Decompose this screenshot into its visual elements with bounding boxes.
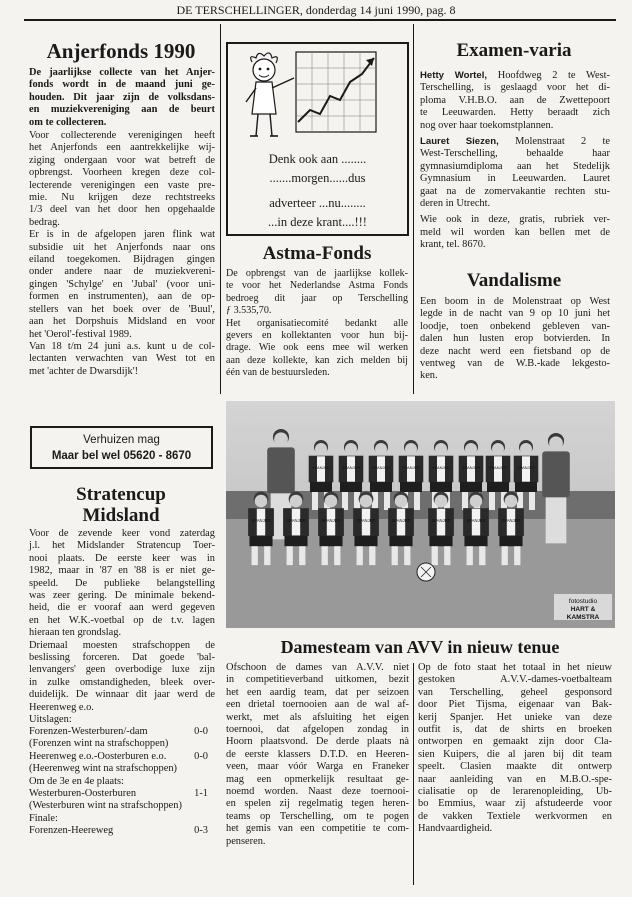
result-row (29, 738, 208, 750)
anjerfonds-body (29, 130, 215, 378)
vandalisme-title: Vandalisme (466, 270, 562, 291)
text-line: houden. Dit jaar zijn de volksdans- (29, 91, 215, 103)
result-label: Forenzen-Westerburen/-dam (29, 726, 148, 737)
text-line (420, 198, 610, 210)
text-line: Heerenweg e.o. (29, 701, 94, 713)
text-line (420, 120, 610, 132)
examen-title: Examen-varia (456, 40, 572, 61)
shirt-sponsor: SPANJER (401, 465, 421, 470)
text-line: veen, maar vóór Warga en Franeker (226, 761, 409, 773)
advert-line: adverteer ...nu........ (269, 196, 366, 210)
text-line: outfit is, dat de shirts en broeken (418, 724, 612, 736)
text-line: penseren. (226, 835, 266, 847)
text-line: Handvaardigheid. (418, 823, 493, 835)
shirt-sponsor: SPANJER (371, 465, 391, 470)
shirt-sponsor: SPANJER (286, 518, 306, 524)
shirt-sponsor: SPANJER (321, 518, 341, 524)
text-line: in competitieverband uitkomen, bezit (226, 674, 409, 686)
team-photo (226, 401, 615, 628)
text-line: j.l. het Midslander Stratencup Toer- (29, 540, 215, 552)
text-line: duidelijk. De winnaar dit jaar werd de (29, 689, 215, 701)
text-line: gingen 'Schylge' en 'Jubal' (voor uni- (29, 278, 215, 290)
text-line: mag een opmerkelijk resultaat ge- (226, 773, 409, 785)
text-line: ƒ 3.535,70. (226, 305, 272, 317)
shirt-sponsor: SPANJER (488, 465, 508, 470)
column-rule-left (220, 24, 221, 394)
cartoon-man-chart-icon (228, 44, 407, 144)
advert-line: Denk ook aan ........ (268, 152, 367, 166)
text-line: loodje, toen onbekend gebleven van- (420, 320, 610, 332)
text-line: en muziekvereniging aan de beurt (29, 104, 215, 116)
text-span: Gymnasium in Leeuwarden. Lauret (420, 173, 610, 185)
examen-body (420, 70, 610, 252)
text-line: eiland toegekomen. Bijdragen gingen (29, 254, 215, 266)
text-line: toernooi, dat afgelopen zondag in (226, 724, 409, 736)
text-line: legde in de nacht van 9 op 10 juni het (420, 308, 610, 320)
column-rule-bottom (413, 663, 414, 885)
text-line (420, 148, 610, 160)
text-span: Wie ook in deze, gratis, rubriek ver- (420, 214, 610, 226)
verhuizen-ad (30, 426, 213, 469)
text-line: Op de foto staat het totaal in het nieuw (418, 662, 612, 673)
text-line (420, 186, 610, 198)
text-line: mie. Nu krijgen deze rechtstreeks (29, 192, 215, 204)
result-score: 0-0 (194, 750, 208, 762)
text-line: aan het Dorpshuis Midsland en voor (29, 316, 215, 328)
text-line: kerij Spanjer. Het unieke van deze (418, 711, 612, 723)
result-label: Westerburen-Oosterburen (29, 788, 137, 800)
graduate-name: Hetty Wortel, (420, 70, 488, 81)
text-line: Een boom in de Molenstraat op West (420, 296, 610, 307)
shirt-sponsor: SPANJER (251, 518, 271, 524)
astma-title: Astma-Fonds (262, 243, 372, 264)
text-line: lectanten verwachten van West tot en (29, 353, 215, 365)
text-line: Ofschoon de dames van A.V.V. niet (226, 662, 409, 673)
text-line: Voor de zevende keer vond zaterdag (29, 528, 215, 539)
text-line: ziging ondergaan voor wat betreft de (29, 154, 215, 166)
text-line: naar aanleiding van en M.B.O.-spe- (418, 773, 612, 785)
text-line: sien Kuipers, die al jaren bij dit team (418, 748, 612, 760)
text-line: een drietal toernooien aan de wal af- (226, 699, 409, 711)
verhuizen-line1: Verhuizen mag (83, 434, 160, 446)
vandalisme-body (420, 296, 610, 383)
text-line: te voor het Nederlandse Astma Fonds (226, 280, 408, 292)
result-label: (Forenzen wint na strafschoppen) (29, 738, 169, 750)
text-line: het een aardig team, dat per seizoen (226, 686, 409, 698)
text-span: Molenstraat 2 te (498, 136, 611, 148)
text-line: cialisatie op de lerarenopleiding, Ub- (418, 786, 612, 798)
result-row (29, 800, 208, 812)
text-line: Er is in de afgelopen jaren flink wat (29, 229, 215, 241)
text-line: door Piet Tijsma, eigenaar van Bak- (418, 699, 612, 711)
shirt-sponsor: SPANJER (391, 518, 411, 524)
text-span: nog over haar toekomstplannen. (420, 119, 554, 131)
result-label: (Heerenweg wint na strafschoppen) (29, 763, 178, 775)
text-line: Uitslagen: (29, 714, 72, 726)
text-line: lecterende verenigingen een vaste pre- (29, 179, 215, 191)
text-span: West-Terschelling, behaalde haar (420, 148, 610, 160)
text-line: in zulke omstandigheden, bleek over- (29, 676, 215, 688)
text-line (420, 161, 610, 173)
text-line (420, 227, 610, 239)
text-line: de vakken Textiele werkvormen en (418, 810, 612, 822)
text-line (420, 173, 610, 185)
photo-credit (554, 594, 612, 620)
text-span: Terschelling, is geslaagd voor het di- (420, 82, 610, 94)
text-line: bedroeg dit jaar op Terschelling (226, 292, 408, 304)
result-row (29, 788, 208, 800)
text-line: en spelen zij regelmatig tegen heren- (226, 798, 409, 810)
header-rule (24, 19, 616, 21)
text-line: 1/3 deel van het door hen opgehaalde (29, 204, 215, 216)
text-line: één van de bestuursleden. (226, 367, 330, 379)
astma-body (226, 268, 408, 380)
result-row (29, 751, 208, 763)
text-line (420, 82, 610, 94)
text-line: bedrag. (29, 216, 60, 228)
text-line: deze nacht werd een fietsband op de (420, 345, 610, 357)
result-row (29, 825, 208, 837)
text-span: krant, tel. 8670. (420, 239, 486, 251)
text-line: De opbrengst van de jaarlijkse kollek- (226, 268, 408, 279)
text-line: Het organisatiecomité bedankt alle (226, 317, 408, 329)
result-row (29, 813, 208, 825)
stratencup-title-line1: Stratencup (76, 484, 166, 505)
text-line: opbrengst. Voorheen kregen deze col- (29, 167, 215, 179)
shirt-sponsor: SPANJER (516, 465, 536, 470)
text-line: aan deze kollekte, kan zich melden bij (226, 354, 408, 366)
text-line: speeld. De publieke belangstelling (29, 577, 215, 589)
shirt-sponsor: SPANJER (461, 465, 481, 470)
advert-line: .......morgen......dus (269, 171, 366, 185)
text-line: teams op Terschelling, om te pogen (226, 810, 409, 822)
result-label: Forenzen-Heereweg (29, 825, 114, 837)
shirt-sponsor: SPANJER (466, 518, 486, 524)
text-line: Voor collecterende verenigingen heeft (29, 130, 215, 141)
text-line: stellers van het boek over de 'Buul', (29, 303, 215, 315)
page-header: DE TERSCHELLINGER, donderdag 14 juni 1990, pag. 8 (176, 3, 456, 17)
text-line: noemd worden. Naast deze toernooi- (226, 786, 409, 798)
text-line (420, 107, 610, 119)
text-line (420, 70, 610, 82)
column-rule-right (413, 24, 414, 394)
result-score: 0-0 (194, 726, 208, 737)
stratencup-title-line2: Midsland (82, 505, 160, 526)
result-label: Finale: (29, 812, 58, 824)
text-span: deren in Utrecht. (420, 198, 491, 210)
result-label: Om de 3e en 4e plaats: (29, 775, 124, 787)
text-line: gestoken A.V.V.-dames-voetbalteam (418, 674, 612, 686)
text-line: fonds wordt in de maand juni ge- (29, 79, 215, 91)
verhuizen-line2: Maar bel wel 05620 - 8670 (51, 450, 192, 462)
text-span: gymnasiumdiploma aan het Stedelijk (420, 160, 610, 172)
text-line: dalen hun lusten erop botvierden. In (420, 333, 610, 345)
text-line: ontworpen en gemaakt zijn door Cla- (418, 736, 612, 748)
text-line: bo Emmius, waar zij afstudeerde voor (418, 798, 612, 810)
text-line: ken. (420, 370, 438, 382)
text-line: het 'Oerol'-festival 1989. (29, 328, 132, 340)
advert-text (228, 150, 407, 232)
text-line: Hoorn plaatsvond. De derde plaats nà (226, 736, 409, 748)
text-line: speelt. Clasien maakte dit ontwerp (418, 761, 612, 773)
advert-line: ...in deze krant....!!! (268, 215, 367, 229)
result-label: Heerenweg e.o.-Oosterburen e.o. (29, 750, 167, 762)
text-line: van Terschelling, geheel gesponsord (418, 686, 612, 698)
result-score: 1-1 (194, 788, 208, 800)
text-span: te Leeuwarden. Hetty beraadt zich (420, 107, 610, 119)
text-line (420, 95, 610, 107)
text-line: gevers en kollektanten voor hun bij- (226, 330, 408, 342)
text-line: met 'achter de Dwarsdijk'! (29, 365, 139, 377)
text-line: was zeer gering. De minimale bekend- (29, 590, 215, 602)
text-line: werkt, met als afsluiting het eigen (226, 711, 409, 723)
result-score: 0-3 (194, 825, 208, 837)
text-line (420, 214, 610, 226)
anjerfonds-title: Anjerfonds 1990 (46, 39, 196, 63)
shirt-sponsor: SPANJER (356, 518, 376, 524)
anjerfonds-lead (29, 67, 215, 129)
text-span: meld wil worden kan bellen met de (420, 226, 610, 238)
advert-box (226, 42, 409, 236)
shirt-sponsor: SPANJER (431, 518, 451, 524)
text-line: drage. Wie ook eens mee wil werken (226, 342, 408, 354)
text-line: subsidie uit het Anjerfonds naar ons (29, 241, 215, 253)
text-line: onder andere naar de muziekvereni- (29, 266, 215, 278)
text-line: formen en instrumenten), aan de op- (29, 291, 215, 303)
text-span: gaat na de zomervakantie rechten stu- (420, 185, 610, 197)
result-row (29, 763, 208, 775)
text-line: Driemaal moesten strafschoppen de (29, 639, 215, 651)
text-line: heid, die er vooraf aan werd gegeven (29, 602, 215, 614)
text-line: beslissing forceren. Dat goede 'bal- (29, 652, 215, 664)
photo-credit-line2: HART & KAMSTRA (566, 606, 600, 621)
text-span: ploma V.H.B.O. aan de Zwettepoort (420, 94, 610, 106)
dames-col1 (226, 662, 409, 848)
text-line: en het W.K.-voetbal op de t.v. lagen (29, 614, 215, 626)
text-line: De jaarlijkse collecte van het Anjer- (29, 67, 215, 78)
shirt-sponsor: SPANJER (431, 465, 451, 470)
text-line: nooi plaats. De eerste keer was in (29, 552, 215, 564)
dames-title: Damesteam van AVV in nieuw tenue (280, 637, 560, 657)
text-line: 1982, maar in '87 en '88 is er niet ge- (29, 565, 215, 577)
shirt-sponsor: SPANJER (311, 465, 331, 470)
text-line: het Anjerfonds een aantrekkelijke wij- (29, 142, 215, 154)
text-line (420, 136, 610, 148)
text-line: lenvangers' geen overbodige luxe zijn (29, 664, 215, 676)
text-line (420, 239, 610, 251)
shirt-sponsor: SPANJER (501, 518, 521, 524)
text-line: om te collecteren. (29, 116, 107, 128)
graduate-name: Lauret Siezen, (420, 136, 499, 148)
text-line: hieraan ten grondslag. (29, 627, 122, 639)
result-row (29, 726, 208, 738)
text-line: de eerste klassers D.T.D. en Heeren- (226, 748, 409, 760)
photo-credit-line1: fotostudio (568, 598, 598, 605)
text-line: Van 18 t/m 24 juni a.s. kunt u de col- (29, 340, 215, 352)
stratencup-results (29, 726, 208, 838)
dames-col2 (418, 662, 612, 836)
result-label: (Westerburen wint na strafschoppen) (29, 800, 182, 812)
shirt-sponsor: SPANJER (341, 465, 361, 470)
stratencup-body (29, 528, 215, 727)
text-line: het gemis van een competitie te com- (226, 823, 409, 835)
text-span: Hoofdweg 2 te West- (487, 70, 610, 81)
result-row (29, 776, 208, 788)
text-line: ventweg van de W.B.-kade lekgesto- (420, 358, 610, 370)
